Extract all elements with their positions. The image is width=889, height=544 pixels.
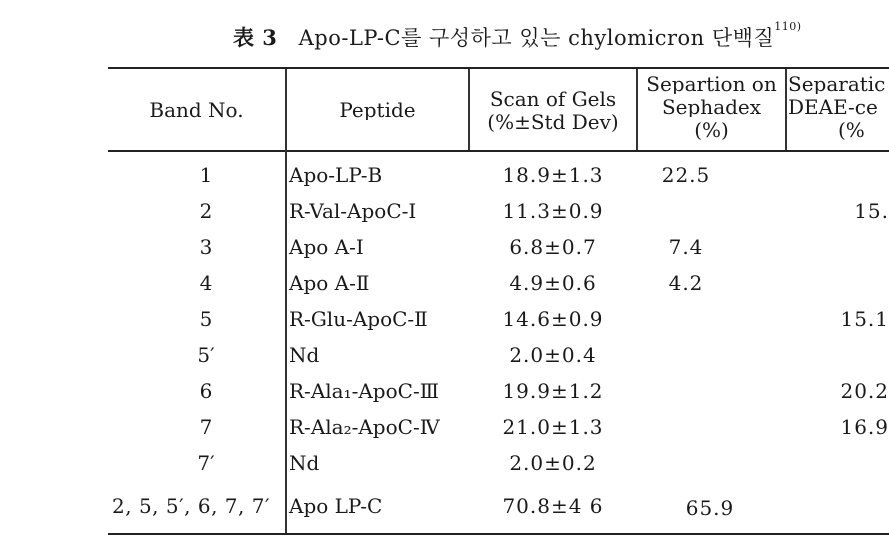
header-band: Band No. (149, 100, 244, 120)
row-2-deae: 15. (854, 199, 889, 223)
header-sephadex-line1: Separtion on (646, 74, 777, 94)
row-7-band: 6 (199, 379, 213, 403)
table-number: 表 3 (233, 25, 278, 50)
header-deae-line2: DEAE-ce (788, 97, 878, 117)
header-sephadex-line3: (%) (694, 120, 729, 140)
row-3-scan: 6.8±0.7 (509, 235, 597, 259)
row-3-band: 3 (199, 235, 213, 259)
header-deae-line1: Separatic (788, 74, 886, 94)
header-deae-line3: (% (838, 120, 865, 140)
bottom-rule (108, 533, 889, 535)
table-caption: Apo-LP-C를 구성하고 있는 chylomicron 단백질 (298, 26, 775, 50)
row-8-scan: 21.0±1.3 (502, 415, 604, 439)
row-8-peptide: R-Ala₂-ApoC-Ⅳ (289, 415, 440, 439)
row-7-deae: 20.2 (840, 379, 889, 403)
row-1-scan: 18.9±1.3 (502, 163, 604, 187)
reference-superscript: 110) (774, 20, 802, 33)
row-10-band: 2, 5, 5′, 6, 7, 7′ (112, 494, 271, 518)
row-10-scan: 70.8±4 6 (502, 494, 604, 518)
row-6-band: 5′ (197, 343, 215, 367)
top-rule (108, 67, 889, 69)
column-divider-4 (785, 69, 787, 150)
row-8-deae: 16.9 (840, 415, 889, 439)
header-sephadex-line2: Sephadex (661, 97, 762, 117)
row-1-peptide: Apo-LP-B (289, 163, 383, 187)
row-4-scan: 4.9±0.6 (509, 271, 597, 295)
header-rule (108, 150, 889, 152)
row-4-sephadex: 4.2 (668, 271, 704, 295)
row-2-peptide: R-Val-ApoC-Ⅰ (289, 199, 417, 223)
row-9-band: 7′ (197, 451, 215, 475)
header-peptide: Peptide (339, 100, 416, 120)
row-1-sephadex: 22.5 (661, 163, 711, 187)
row-5-deae: 15.1 (840, 307, 889, 331)
row-4-peptide: Apo A-Ⅱ (289, 271, 370, 295)
row-5-band: 5 (199, 307, 213, 331)
row-5-peptide: R-Glu-ApoC-Ⅱ (289, 307, 428, 331)
row-10-sephadex: 65.9 (685, 496, 735, 520)
row-7-peptide: R-Ala₁-ApoC-Ⅲ (289, 379, 439, 403)
header-scan-line1: Scan of Gels (489, 89, 617, 109)
column-divider-2 (468, 69, 470, 150)
row-2-scan: 11.3±0.9 (502, 199, 604, 223)
row-1-band: 1 (199, 163, 213, 187)
row-6-peptide: Nd (289, 343, 320, 367)
table-title (233, 22, 802, 52)
row-10-peptide: Apo LP-C (289, 494, 383, 518)
row-6-scan: 2.0±0.4 (509, 343, 597, 367)
row-4-band: 4 (199, 271, 213, 295)
row-8-band: 7 (199, 415, 213, 439)
header-scan-line2: (%±Std Dev) (487, 112, 619, 132)
row-3-peptide: Apo A-Ⅰ (289, 235, 364, 259)
row-7-scan: 19.9±1.2 (502, 379, 604, 403)
row-2-band: 2 (199, 199, 213, 223)
row-9-peptide: Nd (289, 451, 320, 475)
row-9-scan: 2.0±0.2 (509, 451, 597, 475)
row-3-sephadex: 7.4 (668, 235, 704, 259)
row-5-scan: 14.6±0.9 (502, 307, 604, 331)
